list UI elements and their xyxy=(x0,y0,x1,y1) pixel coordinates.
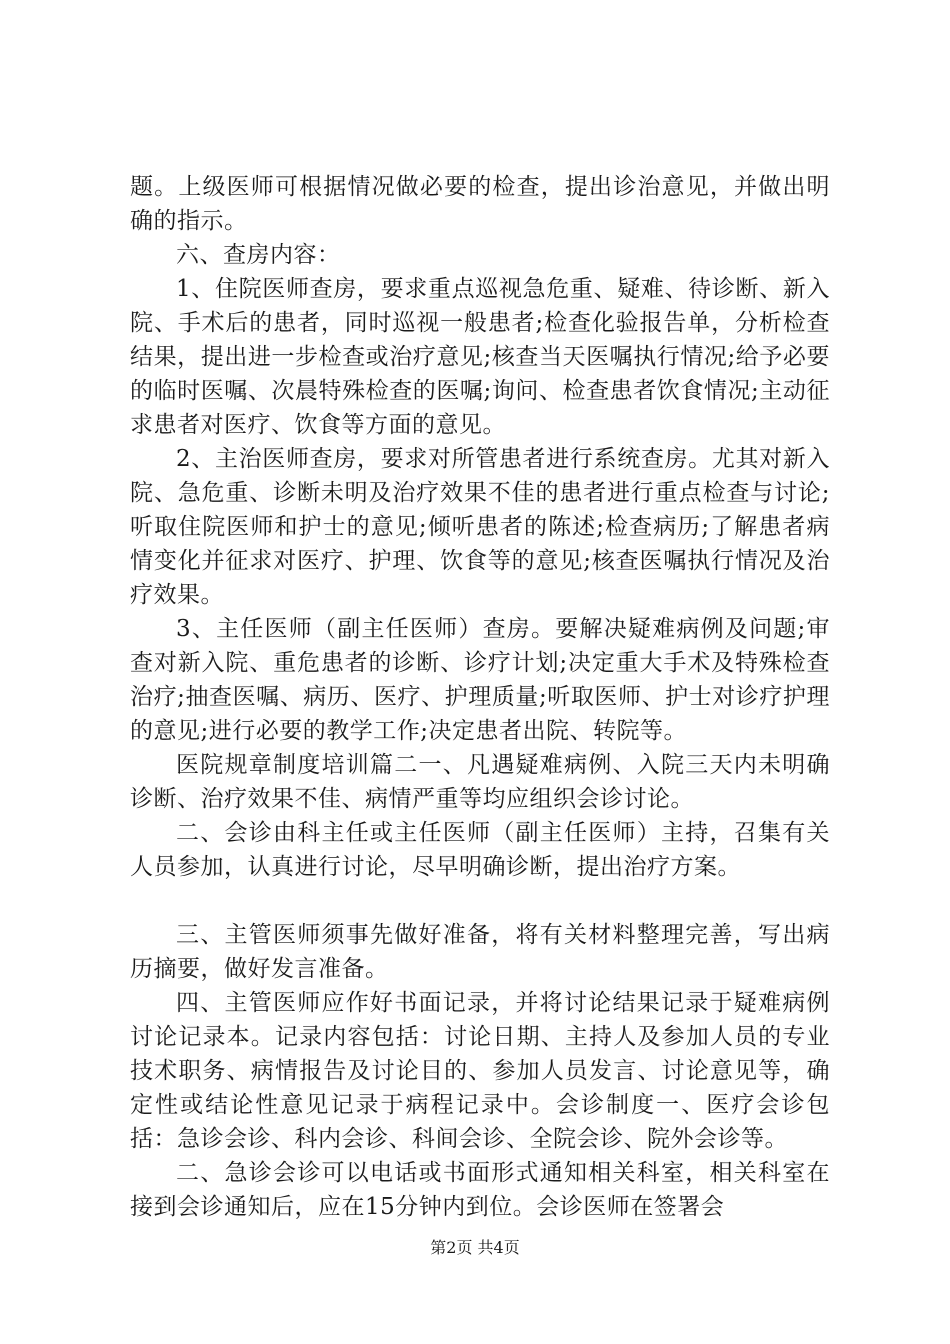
paragraph-chief-rounds: 3、主任医师（副主任医师）查房。要解决疑难病例及问题;审查对新入院、重危患者的诊断、诊疗计划;决定重大手术及特殊检查治疗;抽查医嘱、病历、医疗、护理质量;听取医师、护士对诊疗护理的意见;进行必要的教学工作;决定患者出院、转院等。 xyxy=(130,616,830,744)
paragraph-records: 四、主管医师应作好书面记录，并将讨论结果记录于疑难病例讨论记录本。记录内容包括：讨论日期、主持人及参加人员的专业技术职务、病情报告及讨论目的、参加人员发言、讨论意见等，确定性或结论性意见记录于病程记录中。会诊制度一、医疗会诊包括：急诊会诊、科内会诊、科间会诊、全院会诊、院外会诊等。 xyxy=(130,990,830,1152)
paragraph-emergency-consultation: 二、急诊会诊可以电话或书面形式通知相关科室，相关科室在接到会诊通知后，应在15分钟内到位。会诊医师在签署会 xyxy=(130,1160,830,1220)
paragraph-preparation: 三、主管医师须事先做好准备，将有关材料整理完善，写出病历摘要，做好发言准备。 xyxy=(130,922,830,982)
page-number-footer: 第2页 共4页 xyxy=(430,1238,520,1257)
paragraph-part-two-intro: 医院规章制度培训篇二一、凡遇疑难病例、入院三天内未明确诊断、治疗效果不佳、病情严重等均应组织会诊讨论。 xyxy=(130,752,830,812)
paragraph-continuation: 题。上级医师可根据情况做必要的检查，提出诊治意见，并做出明确的指示。 xyxy=(130,174,830,234)
paragraph-attending-rounds: 2、主治医师查房，要求对所管患者进行系统查房。尤其对新入院、急危重、诊断未明及治疗效果不佳的患者进行重点检查与讨论;听取住院医师和护士的意见;倾听患者的陈述;检查病历;了解患者病情变化并征求对医疗、护理、饮食等的意见;核查医嘱执行情况及治疗效果。 xyxy=(130,446,830,608)
paragraph-section-heading: 六、查房内容： xyxy=(176,242,341,268)
paragraph-resident-rounds: 1、住院医师查房，要求重点巡视急危重、疑难、待诊断、新入院、手术后的患者，同时巡视一般患者;检查化验报告单，分析检查结果，提出进一步检查或治疗意见;核查当天医嘱执行情况;给予必要的临时医嘱、次晨特殊检查的医嘱;询问、检查患者饮食情况;主动征求患者对医疗、饮食等方面的意见。 xyxy=(130,276,830,438)
paragraph-consultation-host: 二、会诊由科主任或主任医师（副主任医师）主持，召集有关人员参加，认真进行讨论，尽早明确诊断，提出治疗方案。 xyxy=(130,820,830,880)
document-body xyxy=(130,170,830,1224)
